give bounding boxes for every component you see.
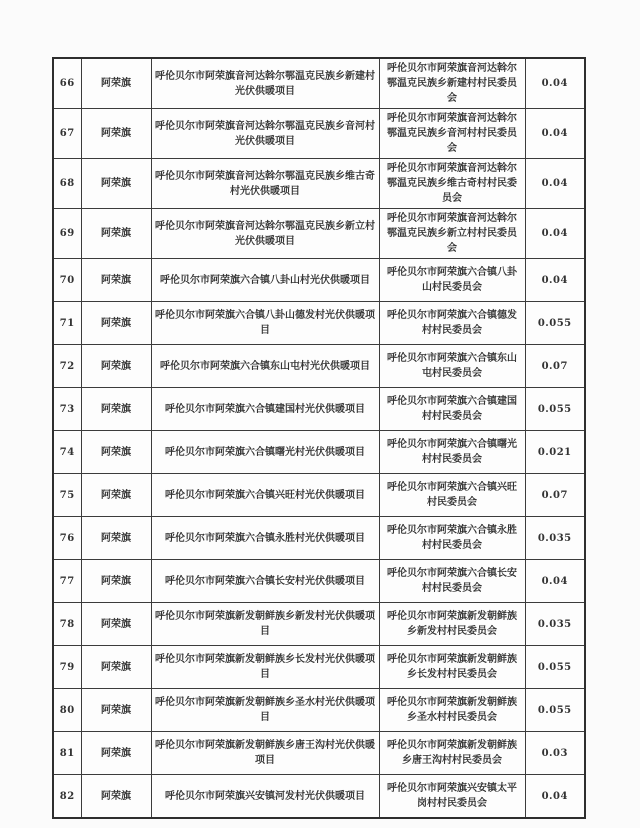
- row-index-cell: 71: [53, 302, 81, 345]
- row-index-cell: 77: [53, 560, 81, 603]
- region-cell: 阿荣旗: [81, 474, 151, 517]
- organization-cell: 呼伦贝尔市阿荣旗兴安镇太平岗村村民委员会: [379, 775, 525, 819]
- table-row: [53, 517, 585, 560]
- subsidy-value-cell: 0.07: [525, 474, 585, 517]
- row-index-cell: 82: [53, 775, 81, 819]
- table-row: [53, 560, 585, 603]
- table-row: [53, 775, 585, 819]
- subsidy-value-cell: 0.035: [525, 603, 585, 646]
- project-name-cell: 呼伦贝尔市阿荣旗新发朝鲜族乡唐王沟村光伏供暖项目: [151, 732, 379, 775]
- organization-cell: 呼伦贝尔市阿荣旗六合镇兴旺村民委员会: [379, 474, 525, 517]
- row-index-cell: 67: [53, 109, 81, 159]
- row-index-cell: 68: [53, 159, 81, 209]
- table-body: [53, 58, 585, 818]
- row-index-cell: 66: [53, 58, 81, 109]
- table-row: [53, 259, 585, 302]
- project-name-cell: 呼伦贝尔市阿荣旗新发朝鲜族乡新发村光伏供暖项目: [151, 603, 379, 646]
- subsidy-value-cell: 0.04: [525, 259, 585, 302]
- organization-cell: 呼伦贝尔市阿荣旗新发朝鲜族乡圣水村村民委员会: [379, 689, 525, 732]
- project-name-cell: 呼伦贝尔市阿荣旗音河达斡尔鄂温克民族乡新立村光伏供暖项目: [151, 209, 379, 259]
- row-index-cell: 76: [53, 517, 81, 560]
- subsidy-value-cell: 0.055: [525, 302, 585, 345]
- organization-cell: 呼伦贝尔市阿荣旗六合镇八卦山村民委员会: [379, 259, 525, 302]
- table-row: [53, 58, 585, 109]
- region-cell: 阿荣旗: [81, 431, 151, 474]
- organization-cell: 呼伦贝尔市阿荣旗六合镇德发村村民委员会: [379, 302, 525, 345]
- project-name-cell: 呼伦贝尔市阿荣旗新发朝鲜族乡长发村光伏供暖项目: [151, 646, 379, 689]
- row-index-cell: 80: [53, 689, 81, 732]
- organization-cell: 呼伦贝尔市阿荣旗六合镇建国村村民委员会: [379, 388, 525, 431]
- region-cell: 阿荣旗: [81, 689, 151, 732]
- subsidy-value-cell: 0.03: [525, 732, 585, 775]
- project-name-cell: 呼伦贝尔市阿荣旗音河达斡尔鄂温克民族乡音河村光伏供暖项目: [151, 109, 379, 159]
- region-cell: 阿荣旗: [81, 109, 151, 159]
- organization-cell: 呼伦贝尔市阿荣旗新发朝鲜族乡新发村村民委员会: [379, 603, 525, 646]
- table-row: [53, 431, 585, 474]
- table-row: [53, 646, 585, 689]
- subsidy-value-cell: 0.04: [525, 209, 585, 259]
- project-name-cell: 呼伦贝尔市阿荣旗六合镇长安村光伏供暖项目: [151, 560, 379, 603]
- region-cell: 阿荣旗: [81, 517, 151, 560]
- table-row: [53, 109, 585, 159]
- table-row: [53, 388, 585, 431]
- organization-cell: 呼伦贝尔市阿荣旗六合镇曙光村村民委员会: [379, 431, 525, 474]
- table-row: [53, 302, 585, 345]
- project-name-cell: 呼伦贝尔市阿荣旗六合镇永胜村光伏供暖项目: [151, 517, 379, 560]
- row-index-cell: 73: [53, 388, 81, 431]
- region-cell: 阿荣旗: [81, 159, 151, 209]
- row-index-cell: 69: [53, 209, 81, 259]
- subsidy-value-cell: 0.055: [525, 689, 585, 732]
- project-name-cell: 呼伦贝尔市阿荣旗六合镇兴旺村光伏供暖项目: [151, 474, 379, 517]
- region-cell: 阿荣旗: [81, 58, 151, 109]
- region-cell: 阿荣旗: [81, 732, 151, 775]
- table-row: [53, 689, 585, 732]
- subsidy-value-cell: 0.07: [525, 345, 585, 388]
- subsidy-value-cell: 0.04: [525, 775, 585, 819]
- organization-cell: 呼伦贝尔市阿荣旗新发朝鲜族乡长发村村民委员会: [379, 646, 525, 689]
- subsidy-projects-table: [52, 57, 586, 819]
- organization-cell: 呼伦贝尔市阿荣旗六合镇东山屯村民委员会: [379, 345, 525, 388]
- table-row: [53, 209, 585, 259]
- region-cell: 阿荣旗: [81, 646, 151, 689]
- row-index-cell: 74: [53, 431, 81, 474]
- project-name-cell: 呼伦贝尔市阿荣旗六合镇八卦山村光伏供暖项目: [151, 259, 379, 302]
- table-row: [53, 603, 585, 646]
- project-name-cell: 呼伦贝尔市阿荣旗六合镇八卦山德发村光伏供暖项目: [151, 302, 379, 345]
- subsidy-value-cell: 0.04: [525, 159, 585, 209]
- table-row: [53, 474, 585, 517]
- region-cell: 阿荣旗: [81, 345, 151, 388]
- subsidy-value-cell: 0.035: [525, 517, 585, 560]
- table-row: [53, 345, 585, 388]
- table-row: [53, 732, 585, 775]
- region-cell: 阿荣旗: [81, 388, 151, 431]
- region-cell: 阿荣旗: [81, 775, 151, 819]
- project-name-cell: 呼伦贝尔市阿荣旗六合镇建国村光伏供暖项目: [151, 388, 379, 431]
- project-name-cell: 呼伦贝尔市阿荣旗六合镇曙光村光伏供暖项目: [151, 431, 379, 474]
- subsidy-value-cell: 0.04: [525, 560, 585, 603]
- project-name-cell: 呼伦贝尔市阿荣旗音河达斡尔鄂温克民族乡维古奇村光伏供暖项目: [151, 159, 379, 209]
- region-cell: 阿荣旗: [81, 560, 151, 603]
- project-name-cell: 呼伦贝尔市阿荣旗音河达斡尔鄂温克民族乡新建村光伏供暖项目: [151, 58, 379, 109]
- organization-cell: 呼伦贝尔市阿荣旗音河达斡尔鄂温克民族乡新建村村民委员会: [379, 58, 525, 109]
- region-cell: 阿荣旗: [81, 209, 151, 259]
- region-cell: 阿荣旗: [81, 302, 151, 345]
- row-index-cell: 78: [53, 603, 81, 646]
- row-index-cell: 75: [53, 474, 81, 517]
- subsidy-value-cell: 0.04: [525, 109, 585, 159]
- organization-cell: 呼伦贝尔市阿荣旗新发朝鲜族乡唐王沟村村民委员会: [379, 732, 525, 775]
- region-cell: 阿荣旗: [81, 603, 151, 646]
- subsidy-value-cell: 0.055: [525, 646, 585, 689]
- organization-cell: 呼伦贝尔市阿荣旗六合镇永胜村村民委员会: [379, 517, 525, 560]
- project-name-cell: 呼伦贝尔市阿荣旗新发朝鲜族乡圣水村光伏供暖项目: [151, 689, 379, 732]
- region-cell: 阿荣旗: [81, 259, 151, 302]
- row-index-cell: 81: [53, 732, 81, 775]
- organization-cell: 呼伦贝尔市阿荣旗音河达斡尔鄂温克民族乡音河村村民委员会: [379, 109, 525, 159]
- organization-cell: 呼伦贝尔市阿荣旗六合镇长安村村民委员会: [379, 560, 525, 603]
- subsidy-value-cell: 0.021: [525, 431, 585, 474]
- row-index-cell: 79: [53, 646, 81, 689]
- row-index-cell: 72: [53, 345, 81, 388]
- organization-cell: 呼伦贝尔市阿荣旗音河达斡尔鄂温克民族乡维古奇村村民委员会: [379, 159, 525, 209]
- organization-cell: 呼伦贝尔市阿荣旗音河达斡尔鄂温克民族乡新立村村民委员会: [379, 209, 525, 259]
- project-name-cell: 呼伦贝尔市阿荣旗六合镇东山屯村光伏供暖项目: [151, 345, 379, 388]
- subsidy-value-cell: 0.055: [525, 388, 585, 431]
- table-row: [53, 159, 585, 209]
- row-index-cell: 70: [53, 259, 81, 302]
- project-name-cell: 呼伦贝尔市阿荣旗兴安镇河发村光伏供暖项目: [151, 775, 379, 819]
- subsidy-value-cell: 0.04: [525, 58, 585, 109]
